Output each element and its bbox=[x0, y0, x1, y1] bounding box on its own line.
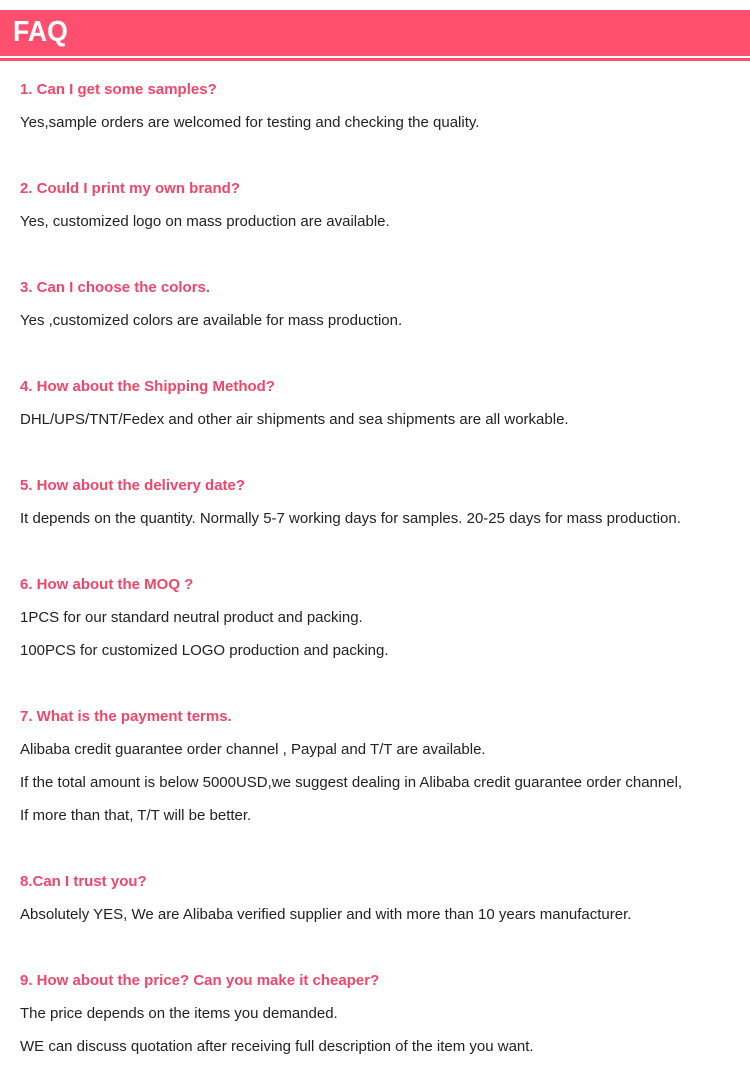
faq-question: 3. Can I choose the colors. bbox=[20, 279, 211, 296]
faq-answer: It depends on the quantity. Normally 5-7 working days for samples. 20-25 days for mass production. bbox=[20, 510, 681, 527]
faq-item-4 bbox=[20, 377, 745, 430]
faq-answer: DHL/UPS/TNT/Fedex and other air shipments and sea shipments are all workable. bbox=[20, 411, 569, 428]
faq-answer: Yes,sample orders are welcomed for testing and checking the quality. bbox=[20, 114, 480, 131]
faq-item-5 bbox=[20, 476, 745, 529]
faq-question: 7. What is the payment terms. bbox=[20, 708, 232, 725]
faq-answer: Yes, customized logo on mass production are available. bbox=[20, 213, 390, 230]
faq-question: 2. Could I print my own brand? bbox=[20, 180, 240, 197]
faq-answer: Absolutely YES, We are Alibaba verified supplier and with more than 10 years manufacturer. bbox=[20, 906, 632, 923]
faq-item-8 bbox=[20, 872, 745, 925]
faq-answer: WE can discuss quotation after receiving full description of the item you want. bbox=[20, 1038, 534, 1055]
faq-question: 9. How about the price? Can you make it cheaper? bbox=[20, 972, 380, 989]
faq-item-7 bbox=[20, 707, 745, 826]
faq-question: 5. How about the delivery date? bbox=[20, 477, 246, 494]
faq-answer: The price depends on the items you demanded. bbox=[20, 1005, 338, 1022]
faq-answer: Yes ,customized colors are available for mass production. bbox=[20, 312, 403, 329]
faq-answer: If more than that, T/T will be better. bbox=[20, 807, 252, 824]
faq-answer: If the total amount is below 5000USD,we suggest dealing in Alibaba credit guarantee order channel, bbox=[20, 774, 683, 791]
faq-item-3 bbox=[20, 278, 745, 331]
faq-question: 8.Can I trust you? bbox=[20, 873, 147, 890]
faq-question: 6. How about the MOQ ? bbox=[20, 576, 194, 593]
faq-item-6 bbox=[20, 575, 745, 661]
faq-item-9 bbox=[20, 971, 745, 1057]
page-title: FAQ bbox=[13, 16, 68, 48]
faq-question: 1. Can I get some samples? bbox=[20, 81, 217, 98]
faq-item-1 bbox=[20, 80, 745, 133]
faq-header-bar bbox=[0, 10, 750, 56]
faq-answer: Alibaba credit guarantee order channel , Paypal and T/T are available. bbox=[20, 741, 486, 758]
faq-question: 4. How about the Shipping Method? bbox=[20, 378, 275, 395]
faq-item-2 bbox=[20, 179, 745, 232]
faq-answer: 100PCS for customized LOGO production and packing. bbox=[20, 642, 389, 659]
header-divider bbox=[0, 58, 750, 61]
faq-answer: 1PCS for our standard neutral product and packing. bbox=[20, 609, 363, 626]
